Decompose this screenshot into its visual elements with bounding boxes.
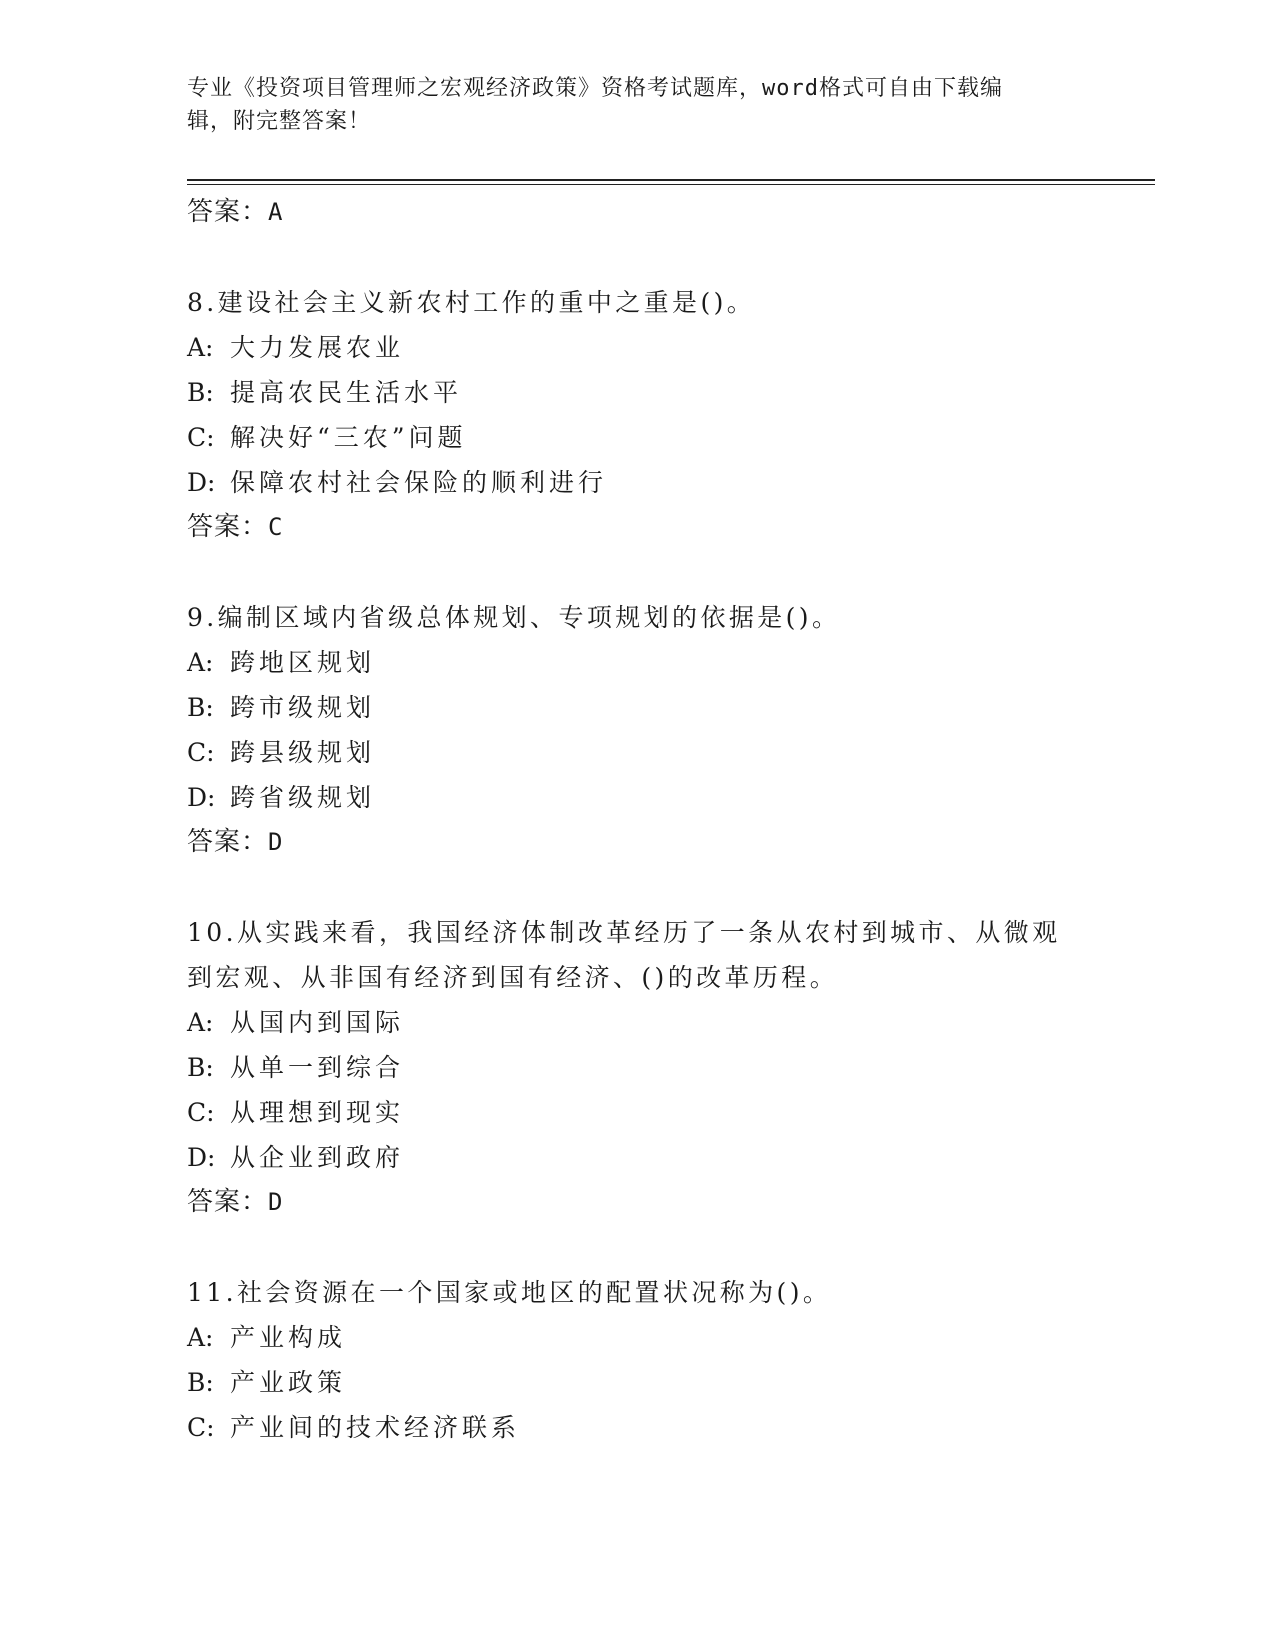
option-key: D: — [187, 1143, 216, 1172]
option-b — [187, 370, 1087, 415]
option-b — [187, 1045, 1087, 1090]
question-text-line-2: 到宏观、从非国有经济到国有经济、()的改革历程。 — [187, 963, 839, 992]
question-item — [187, 280, 1087, 550]
question-text: 9.编制区域内省级总体规划、专项规划的依据是()。 — [187, 603, 841, 632]
answer-line — [187, 505, 1087, 550]
option-key: A: — [187, 1008, 214, 1037]
question-text: 8.建设社会主义新农村工作的重中之重是()。 — [187, 288, 756, 317]
document-header — [187, 72, 1067, 138]
question-item — [187, 595, 1087, 865]
option-b — [187, 1360, 1087, 1405]
option-b — [187, 685, 1087, 730]
spacer — [187, 550, 1087, 595]
spacer — [187, 1225, 1087, 1270]
question-list — [187, 190, 1087, 1450]
option-a — [187, 640, 1087, 685]
option-key: A: — [187, 333, 214, 362]
option-text: 从理想到现实 — [230, 1098, 405, 1127]
option-text: 从企业到政府 — [230, 1143, 405, 1172]
option-text: 跨市级规划 — [230, 693, 376, 722]
answer-label: 答案： — [187, 512, 269, 542]
option-key: D: — [187, 468, 216, 497]
option-key: B: — [187, 693, 214, 722]
question-text: 11.社会资源在一个国家或地区的配置状况称为()。 — [187, 1278, 832, 1307]
option-key: A: — [187, 1323, 214, 1352]
option-text: 保障农村社会保险的顺利进行 — [230, 468, 608, 497]
option-text: 跨地区规划 — [230, 648, 376, 677]
option-key: A: — [187, 648, 214, 677]
option-text: 产业政策 — [230, 1368, 347, 1397]
option-text: 跨省级规划 — [230, 783, 376, 812]
option-key: B: — [187, 1368, 214, 1397]
option-key: C: — [187, 1413, 215, 1442]
option-text: 大力发展农业 — [230, 333, 405, 362]
header-divider-thick — [187, 179, 1155, 181]
header-line-2: 辑，附完整答案！ — [187, 109, 372, 134]
question-item — [187, 1270, 1087, 1450]
spacer — [187, 235, 1087, 280]
option-c — [187, 1405, 1087, 1450]
option-d — [187, 1135, 1087, 1180]
option-key: B: — [187, 378, 214, 407]
option-a — [187, 1315, 1087, 1360]
option-text: 产业构成 — [230, 1323, 347, 1352]
option-d — [187, 775, 1087, 820]
option-key: D: — [187, 783, 216, 812]
spacer — [187, 865, 1087, 910]
question-item — [187, 910, 1087, 1225]
option-c — [187, 730, 1087, 775]
option-a — [187, 1000, 1087, 1045]
option-text: 提高农民生活水平 — [230, 378, 463, 407]
option-key: B: — [187, 1053, 214, 1082]
option-text: 从单一到综合 — [230, 1053, 405, 1082]
option-text: 跨县级规划 — [230, 738, 376, 767]
header-divider-thin — [187, 184, 1155, 185]
option-d — [187, 460, 1087, 505]
answer-label: 答案： — [187, 827, 269, 857]
answer-label: 答案： — [187, 1187, 269, 1217]
answer-line — [187, 1180, 1087, 1225]
answer-label: 答案： — [187, 197, 269, 227]
header-line-1: 专业《投资项目管理师之宏观经济政策》资格考试题库，word格式可自由下载编 — [187, 76, 1003, 101]
answer-value: D — [268, 1188, 284, 1216]
option-text: 从国内到国际 — [230, 1008, 405, 1037]
option-c — [187, 415, 1087, 460]
question-text-line-1: 10.从实践来看，我国经济体制改革经历了一条从农村到城市、从微观 — [187, 918, 1061, 947]
option-key: C: — [187, 1098, 215, 1127]
answer-line — [187, 190, 1087, 235]
answer-value: A — [268, 198, 284, 226]
answer-line — [187, 820, 1087, 865]
answer-value: D — [268, 828, 284, 856]
option-text: 解决好“三农”问题 — [230, 423, 467, 452]
answer-value: C — [268, 513, 284, 541]
option-key: C: — [187, 738, 215, 767]
option-a — [187, 325, 1087, 370]
option-key: C: — [187, 423, 215, 452]
option-text: 产业间的技术经济联系 — [230, 1413, 521, 1442]
option-c — [187, 1090, 1087, 1135]
